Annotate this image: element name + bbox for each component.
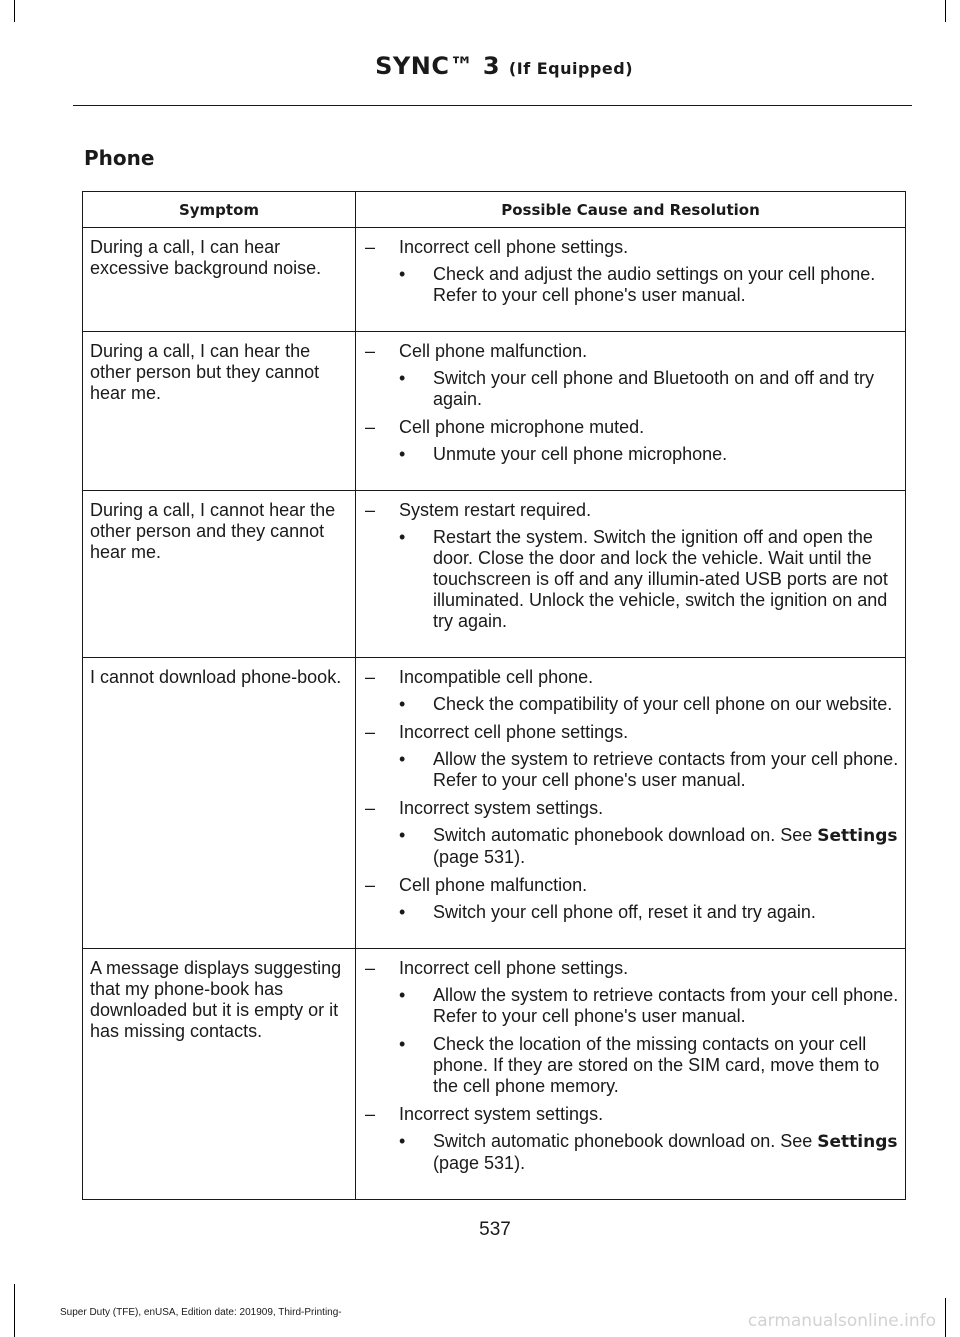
table-header-row: [83, 192, 906, 228]
resolution-cell: [356, 332, 906, 491]
column-header-symptom: Symptom: [83, 192, 356, 228]
cause-text: Cell phone malfunction.: [399, 875, 588, 895]
crop-mark-top-left: [14, 0, 15, 22]
dash-marker: –: [365, 667, 376, 687]
action-item: [363, 749, 899, 791]
bullet-marker: •: [399, 1034, 406, 1054]
column-header-resolution: Possible Cause and Resolution: [356, 192, 906, 228]
action-text: Restart the system. Switch the ignition off and open the door. Close the door and lock the vehicle. Wait until the touchscreen is off and any illumin-ated USB ports are not illuminated. Unlock the vehicle, switch the ignition on and try again.: [433, 527, 888, 631]
action-text-part: Switch automatic phonebook download on. See: [433, 1131, 818, 1151]
action-item: [363, 264, 899, 306]
action-text-part: Switch automatic phonebook download on. See: [433, 825, 818, 845]
action-list: [363, 368, 899, 410]
cause-text: Incorrect cell phone settings.: [399, 722, 629, 742]
page-header: [375, 52, 633, 80]
page-reference: (page 531).: [433, 847, 526, 867]
bullet-marker: •: [399, 444, 406, 464]
page-reference: (page 531).: [433, 1153, 526, 1173]
table-row: [83, 949, 906, 1200]
cause-line: [363, 875, 899, 896]
bullet-marker: •: [399, 749, 406, 769]
cause-item: [363, 500, 899, 632]
action-text: Allow the system to retrieve contacts from your cell phone. Refer to your cell phone's user manual.: [433, 749, 899, 790]
cause-text: Cell phone malfunction.: [399, 341, 588, 361]
action-list: [363, 527, 899, 632]
cause-line: [363, 341, 899, 362]
resolution-cell: [356, 949, 906, 1200]
header-subtitle: (If Equipped): [508, 59, 633, 78]
cause-item: [363, 1104, 899, 1174]
action-text: [433, 1131, 899, 1174]
table-row: [83, 332, 906, 491]
cause-text: System restart required.: [399, 500, 592, 520]
cause-item: [363, 417, 899, 465]
cause-item: [363, 341, 899, 410]
table-row: [83, 228, 906, 332]
header-title: SYNC™ 3: [375, 52, 501, 80]
dash-marker: –: [365, 500, 376, 520]
symptom-cell: I cannot download phone-book.: [83, 658, 356, 949]
action-item: [363, 1131, 899, 1174]
action-item: [363, 694, 899, 715]
resolution-cell: [356, 658, 906, 949]
action-text: Check the location of the missing contacts on your cell phone. If they are stored on the SIM card, move them to the cell phone memory.: [433, 1034, 880, 1096]
crop-mark-bottom-right: [945, 1298, 946, 1337]
symptom-cell: During a call, I can hear excessive background noise.: [83, 228, 356, 332]
settings-reference-link[interactable]: Settings: [817, 1132, 898, 1152]
crop-mark-bottom-left: [14, 1284, 15, 1337]
cause-line: [363, 417, 899, 438]
dash-marker: –: [365, 958, 376, 978]
cause-item: [363, 798, 899, 868]
cause-line: [363, 798, 899, 819]
action-text: Switch your cell phone and Bluetooth on and off and try again.: [433, 368, 874, 409]
resolution-cell: [356, 228, 906, 332]
bullet-marker: •: [399, 527, 406, 547]
cause-item: [363, 722, 899, 791]
action-text: Allow the system to retrieve contacts from your cell phone. Refer to your cell phone's user manual.: [433, 985, 899, 1026]
cause-line: [363, 722, 899, 743]
action-list: [363, 985, 899, 1097]
bullet-marker: •: [399, 1131, 406, 1151]
action-item: [363, 902, 899, 923]
dash-marker: –: [365, 875, 376, 895]
bullet-marker: •: [399, 694, 406, 714]
action-item: [363, 527, 899, 632]
cause-text: Incorrect cell phone settings.: [399, 958, 629, 978]
cause-line: [363, 237, 899, 258]
symptom-cell: A message displays suggesting that my phone-book has downloaded but it is empty or it has missing contacts.: [83, 949, 356, 1200]
page-number: 537: [479, 1219, 511, 1240]
action-text: Check the compatibility of your cell phone on our website.: [433, 694, 893, 714]
symptom-cell: During a call, I can hear the other person but they cannot hear me.: [83, 332, 356, 491]
action-list: [363, 902, 899, 923]
action-item: [363, 1034, 899, 1097]
dash-marker: –: [365, 341, 376, 361]
action-list: [363, 749, 899, 791]
action-item: [363, 444, 899, 465]
watermark: carmanualsonline.info: [747, 1311, 936, 1331]
dash-marker: –: [365, 722, 376, 742]
footer-edition-text: Super Duty (TFE), enUSA, Edition date: 201909, Third-Printing-: [60, 1307, 342, 1318]
bullet-marker: •: [399, 825, 406, 845]
resolution-cell: [356, 491, 906, 658]
cause-text: Cell phone microphone muted.: [399, 417, 645, 437]
action-list: [363, 825, 899, 868]
bullet-marker: •: [399, 985, 406, 1005]
table-row: [83, 491, 906, 658]
table-body: [83, 228, 906, 1200]
action-list: [363, 264, 899, 306]
cause-item: [363, 958, 899, 1097]
action-item: [363, 368, 899, 410]
action-text: [433, 825, 899, 868]
action-text: Check and adjust the audio settings on your cell phone. Refer to your cell phone's user manual.: [433, 264, 876, 305]
action-list: [363, 444, 899, 465]
dash-marker: –: [365, 798, 376, 818]
cause-item: [363, 875, 899, 923]
dash-marker: –: [365, 1104, 376, 1124]
cause-item: [363, 237, 899, 306]
cause-item: [363, 667, 899, 715]
cause-text: Incorrect system settings.: [399, 1104, 604, 1124]
bullet-marker: •: [399, 368, 406, 388]
cause-line: [363, 958, 899, 979]
cause-text: Incorrect system settings.: [399, 798, 604, 818]
bullet-marker: •: [399, 902, 406, 922]
dash-marker: –: [365, 237, 376, 257]
section-title: Phone: [84, 146, 155, 170]
dash-marker: –: [365, 417, 376, 437]
action-text: Unmute your cell phone microphone.: [433, 444, 728, 464]
cause-line: [363, 667, 899, 688]
table-row: [83, 658, 906, 949]
action-text: Switch your cell phone off, reset it and try again.: [433, 902, 816, 922]
action-list: [363, 1131, 899, 1174]
bullet-marker: •: [399, 264, 406, 284]
action-item: [363, 985, 899, 1027]
action-item: [363, 825, 899, 868]
action-list: [363, 694, 899, 715]
symptom-cell: During a call, I cannot hear the other person and they cannot hear me.: [83, 491, 356, 658]
cause-text: Incompatible cell phone.: [399, 667, 594, 687]
cause-line: [363, 1104, 899, 1125]
header-rule: [73, 105, 912, 106]
cause-text: Incorrect cell phone settings.: [399, 237, 629, 257]
crop-mark-top-right: [945, 0, 946, 22]
troubleshooting-table: [82, 191, 906, 1200]
settings-reference-link[interactable]: Settings: [817, 826, 898, 846]
cause-line: [363, 500, 899, 521]
